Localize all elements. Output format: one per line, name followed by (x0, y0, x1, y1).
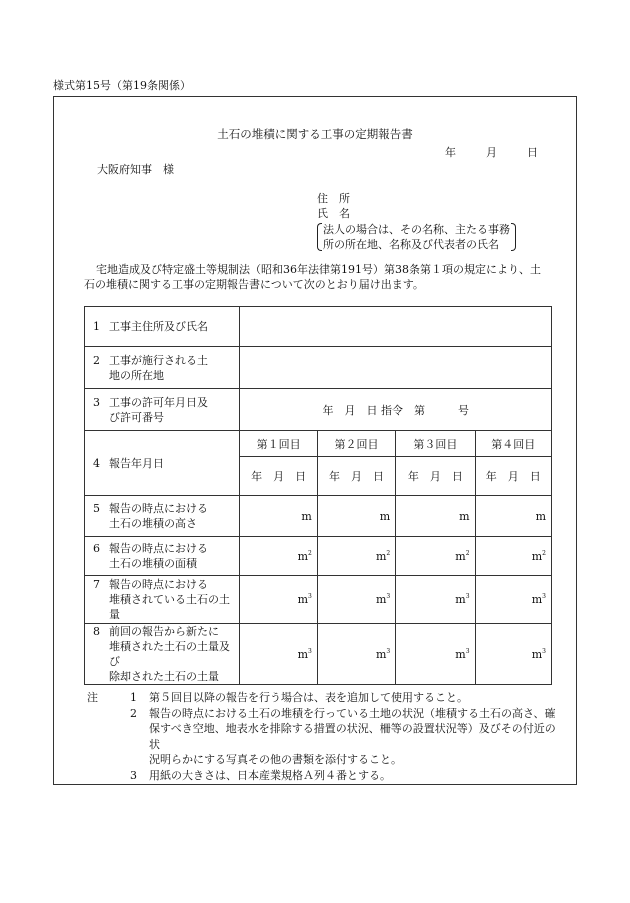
form-title: 土石の堆積に関する工事の定期報告書 (217, 127, 413, 141)
table-row (85, 537, 552, 576)
address-label: 住 所 (317, 192, 350, 205)
item-label-cell: 2 工事が施行される土 地の所在地 (85, 347, 240, 389)
corporation-note-line-2: 所の所在地、名称及び代表者の氏名 (323, 238, 499, 251)
applicant-block (317, 191, 516, 252)
notes-section (87, 690, 557, 783)
area-field[interactable]: $m^2$ (475, 537, 551, 576)
applicant-address-name-field[interactable] (240, 307, 552, 347)
declaration-text: 宅地造成及び特定盛土等規制法（昭和36年法律第191号）第38条第１項の規定により、土石の堆積に関する工事の定期報告書について次のとおり届け出ます。 (84, 263, 541, 291)
report-date-field[interactable]: 年 月 日 (396, 457, 475, 496)
volume-change-field[interactable]: $m^3$ (317, 624, 395, 685)
date-month: 月 (486, 146, 497, 159)
report-date-field[interactable]: 年 月 日 (317, 457, 395, 496)
round-header: 第２回目 (317, 431, 395, 457)
report-date-field[interactable]: 年 月 日 (475, 457, 551, 496)
table-row (85, 624, 552, 685)
table-row (85, 576, 552, 624)
corporation-note-line-1: 法人の場合は、その名称、主たる事務 (323, 223, 510, 236)
permit-date-number-field[interactable]: 年 月 日 指令 第 号 (240, 389, 552, 431)
volume-field[interactable]: $m^3$ (396, 576, 475, 624)
report-form-frame (53, 96, 577, 785)
volume-change-field[interactable]: $m^3$ (475, 624, 551, 685)
addressee: 大阪府知事 様 (97, 163, 174, 176)
corporation-note (317, 222, 516, 252)
area-field[interactable]: $m^2$ (396, 537, 475, 576)
round-header: 第４回目 (475, 431, 551, 457)
area-field[interactable]: $m^2$ (317, 537, 395, 576)
item-label-cell: 7 報告の時点における 堆積されている土石の土 量 (85, 576, 240, 624)
item-label-cell: 3 工事の許可年月日及 び許可番号 (85, 389, 240, 431)
table-row (85, 431, 552, 457)
volume-change-field[interactable]: $m^3$ (396, 624, 475, 685)
height-field[interactable]: m (475, 496, 551, 537)
item-label-cell: 1 工事主住所及び氏名 (85, 307, 240, 347)
round-header: 第３回目 (396, 431, 475, 457)
report-table (84, 306, 552, 685)
area-field[interactable]: $m^2$ (240, 537, 317, 576)
note-item: 3 用紙の大きさは、日本産業規格Ａ列４番とする。 (130, 768, 391, 782)
volume-field[interactable]: $m^3$ (317, 576, 395, 624)
note-item: 注 1 第５回目以降の報告を行う場合は、表を追加して使用すること。 (87, 691, 468, 704)
form-number: 様式第15号（第19条関係） (53, 79, 191, 92)
date-year: 年 (445, 146, 456, 159)
item-label-cell: 5 報告の時点における 土石の堆積の高さ (85, 496, 240, 537)
volume-field[interactable]: $m^3$ (475, 576, 551, 624)
date-day: 日 (527, 146, 538, 159)
date-line (445, 144, 538, 160)
table-row (85, 347, 552, 389)
volume-change-field[interactable]: $m^3$ (240, 624, 317, 685)
report-date-field[interactable]: 年 月 日 (240, 457, 317, 496)
table-row (85, 307, 552, 347)
round-header: 第１回目 (240, 431, 317, 457)
item-label-cell: 8 前回の報告から新たに 堆積された土石の土量及び 除却された土石の土量 (85, 624, 240, 685)
item-label-cell: 4 報告年月日 (85, 431, 240, 496)
note-item: 2 報告の時点における土石の堆積を行っている土地の状況（堆積する土石の高さ、確 保すべき空地、地表水を排除する措置の状況、柵等の設置状況等）及びその付近の状 況明らかにする写真その他の書類を添付すること。 (130, 706, 556, 766)
item-label-cell: 6 報告の時点における 土石の堆積の面積 (85, 537, 240, 576)
volume-field[interactable]: $m^3$ (240, 576, 317, 624)
height-field[interactable]: m (396, 496, 475, 537)
height-field[interactable]: m (240, 496, 317, 537)
table-row (85, 389, 552, 431)
table-row (85, 496, 552, 537)
name-label: 氏 名 (317, 207, 350, 220)
height-field[interactable]: m (317, 496, 395, 537)
construction-site-field[interactable] (240, 347, 552, 389)
